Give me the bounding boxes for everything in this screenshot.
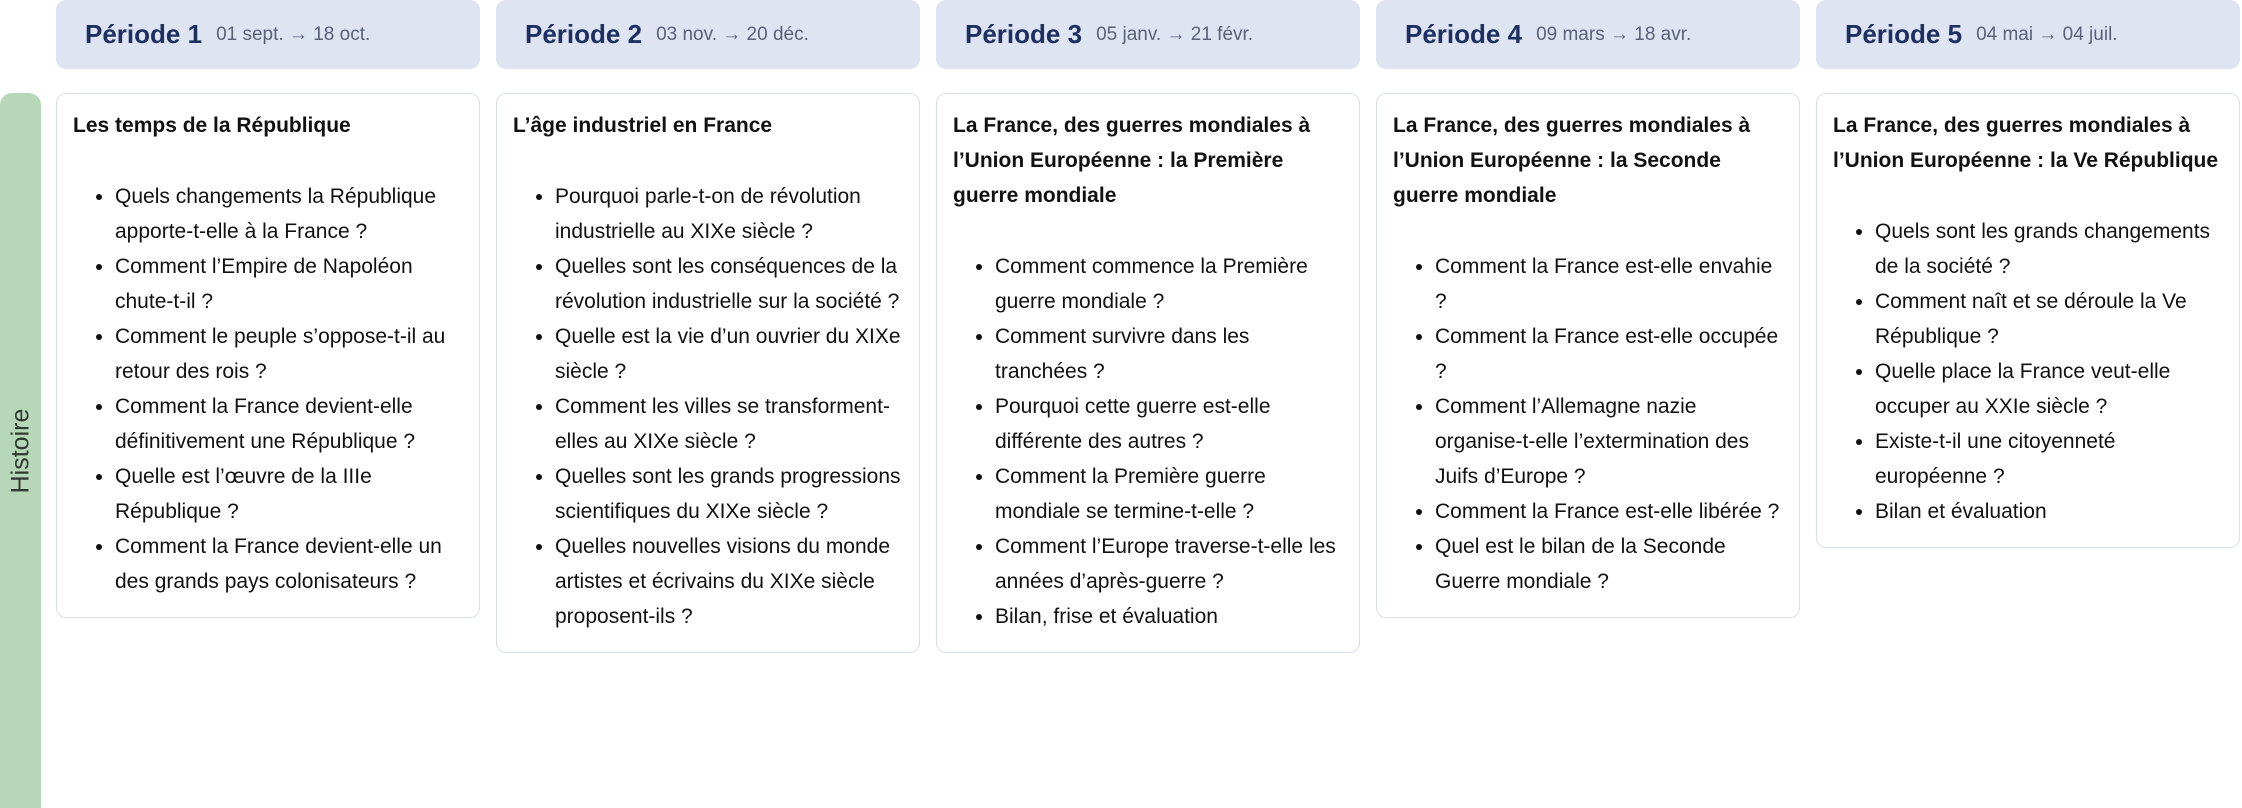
question-item: • Existe-t-il une citoyenneté européenne ? — [1875, 424, 2225, 494]
question-item: • Comment l’Europe traverse-t-elle les années d’après-guerre ? — [995, 529, 1345, 599]
period-header — [496, 0, 920, 69]
question-list — [1833, 214, 2225, 529]
question-list — [1393, 249, 1785, 599]
period-header — [936, 0, 1360, 69]
question-item: • Quels sont les grands changements de la société ? — [1875, 214, 2225, 284]
question-item: • Comment survivre dans les tranchées ? — [995, 319, 1345, 389]
question-item: • Comment la France devient-elle définitivement une République ? — [115, 389, 465, 459]
question-list — [73, 179, 465, 599]
question-item: • Quelles sont les grands progressions scientifiques du XIXe siècle ? — [555, 459, 905, 529]
question-item: • Comment la Première guerre mondiale se termine-t-elle ? — [995, 459, 1345, 529]
question-item: • Comment la France est-elle envahie ? — [1435, 249, 1785, 319]
sequence-title: L’âge industriel en France — [513, 114, 773, 137]
period-dates: 01 sept. → 18 oct. — [216, 23, 371, 45]
period-header — [1816, 0, 2240, 69]
question-item: • Comment l’Allemagne nazie organise-t-elle l’extermination des Juifs d’Europe ? — [1435, 389, 1785, 494]
question-item: • Quelle place la France veut-elle occuper au XXIe siècle ? — [1875, 354, 2225, 424]
question-item: • Quelle est l’œuvre de la IIIe République ? — [115, 459, 465, 529]
row-label-text: Histoire — [6, 408, 34, 493]
period-dates: 09 mars → 18 avr. — [1536, 23, 1692, 45]
question-item: • Comment le peuple s’oppose-t-il au retour des rois ? — [115, 319, 465, 389]
period-column — [1816, 0, 2240, 548]
period-label: Période 1 — [85, 19, 203, 49]
sequence-card[interactable] — [1816, 93, 2240, 548]
period-column — [56, 0, 480, 618]
question-item: • Bilan, frise et évaluation — [995, 599, 1345, 634]
sequence-title: La France, des guerres mondiales à l’Union Européenne : la Ve République — [1833, 114, 2219, 172]
question-item: • Pourquoi cette guerre est-elle différente des autres ? — [995, 389, 1345, 459]
period-label: Période 3 — [965, 19, 1083, 49]
period-label: Période 5 — [1845, 19, 1963, 49]
question-item: • Comment les villes se transforment-elles au XIXe siècle ? — [555, 389, 905, 459]
question-item: • Quel est le bilan de la Seconde Guerre mondiale ? — [1435, 529, 1785, 599]
period-column — [936, 0, 1360, 653]
period-column — [1376, 0, 1800, 618]
sequence-card[interactable] — [56, 93, 480, 618]
question-item: • Pourquoi parle-t-on de révolution industrielle au XIXe siècle ? — [555, 179, 905, 249]
period-label: Période 2 — [525, 19, 643, 49]
sequence-card[interactable] — [936, 93, 1360, 653]
question-item: • Quelles sont les conséquences de la révolution industrielle sur la société ? — [555, 249, 905, 319]
question-item: • Comment la France devient-elle un des grands pays colonisateurs ? — [115, 529, 465, 599]
question-item: • Comment la France est-elle libérée ? — [1435, 494, 1785, 529]
question-item: • Quelle est la vie d’un ouvrier du XIXe siècle ? — [555, 319, 905, 389]
question-item: • Bilan et évaluation — [1875, 494, 2225, 529]
period-dates: 03 nov. → 20 déc. — [656, 23, 809, 45]
period-column — [496, 0, 920, 653]
period-dates: 04 mai → 04 juil. — [1976, 23, 2118, 45]
sequence-title: La France, des guerres mondiales à l’Union Européenne : la Seconde guerre mondiale — [1393, 114, 1751, 207]
question-list — [953, 249, 1345, 634]
period-dates: 05 janv. → 21 févr. — [1096, 23, 1254, 45]
sequence-card[interactable] — [1376, 93, 1800, 618]
question-item: • Comment l’Empire de Napoléon chute-t-il ? — [115, 249, 465, 319]
question-item: • Quelles nouvelles visions du monde artistes et écrivains du XIXe siècle proposent-ils ? — [555, 529, 905, 634]
row-label-histoire — [0, 93, 41, 808]
sequence-title: La France, des guerres mondiales à l’Union Européenne : la Première guerre mondiale — [953, 114, 1311, 207]
question-item: • Comment naît et se déroule la Ve République ? — [1875, 284, 2225, 354]
question-item: • Quels changements la République apporte-t-elle à la France ? — [115, 179, 465, 249]
period-label: Période 4 — [1405, 19, 1523, 49]
sequence-card[interactable] — [496, 93, 920, 653]
question-item: • Comment la France est-elle occupée ? — [1435, 319, 1785, 389]
period-header — [1376, 0, 1800, 69]
question-item: • Comment commence la Première guerre mondiale ? — [995, 249, 1345, 319]
sequence-title: Les temps de la République — [73, 114, 351, 137]
question-list — [513, 179, 905, 634]
period-header — [56, 0, 480, 69]
